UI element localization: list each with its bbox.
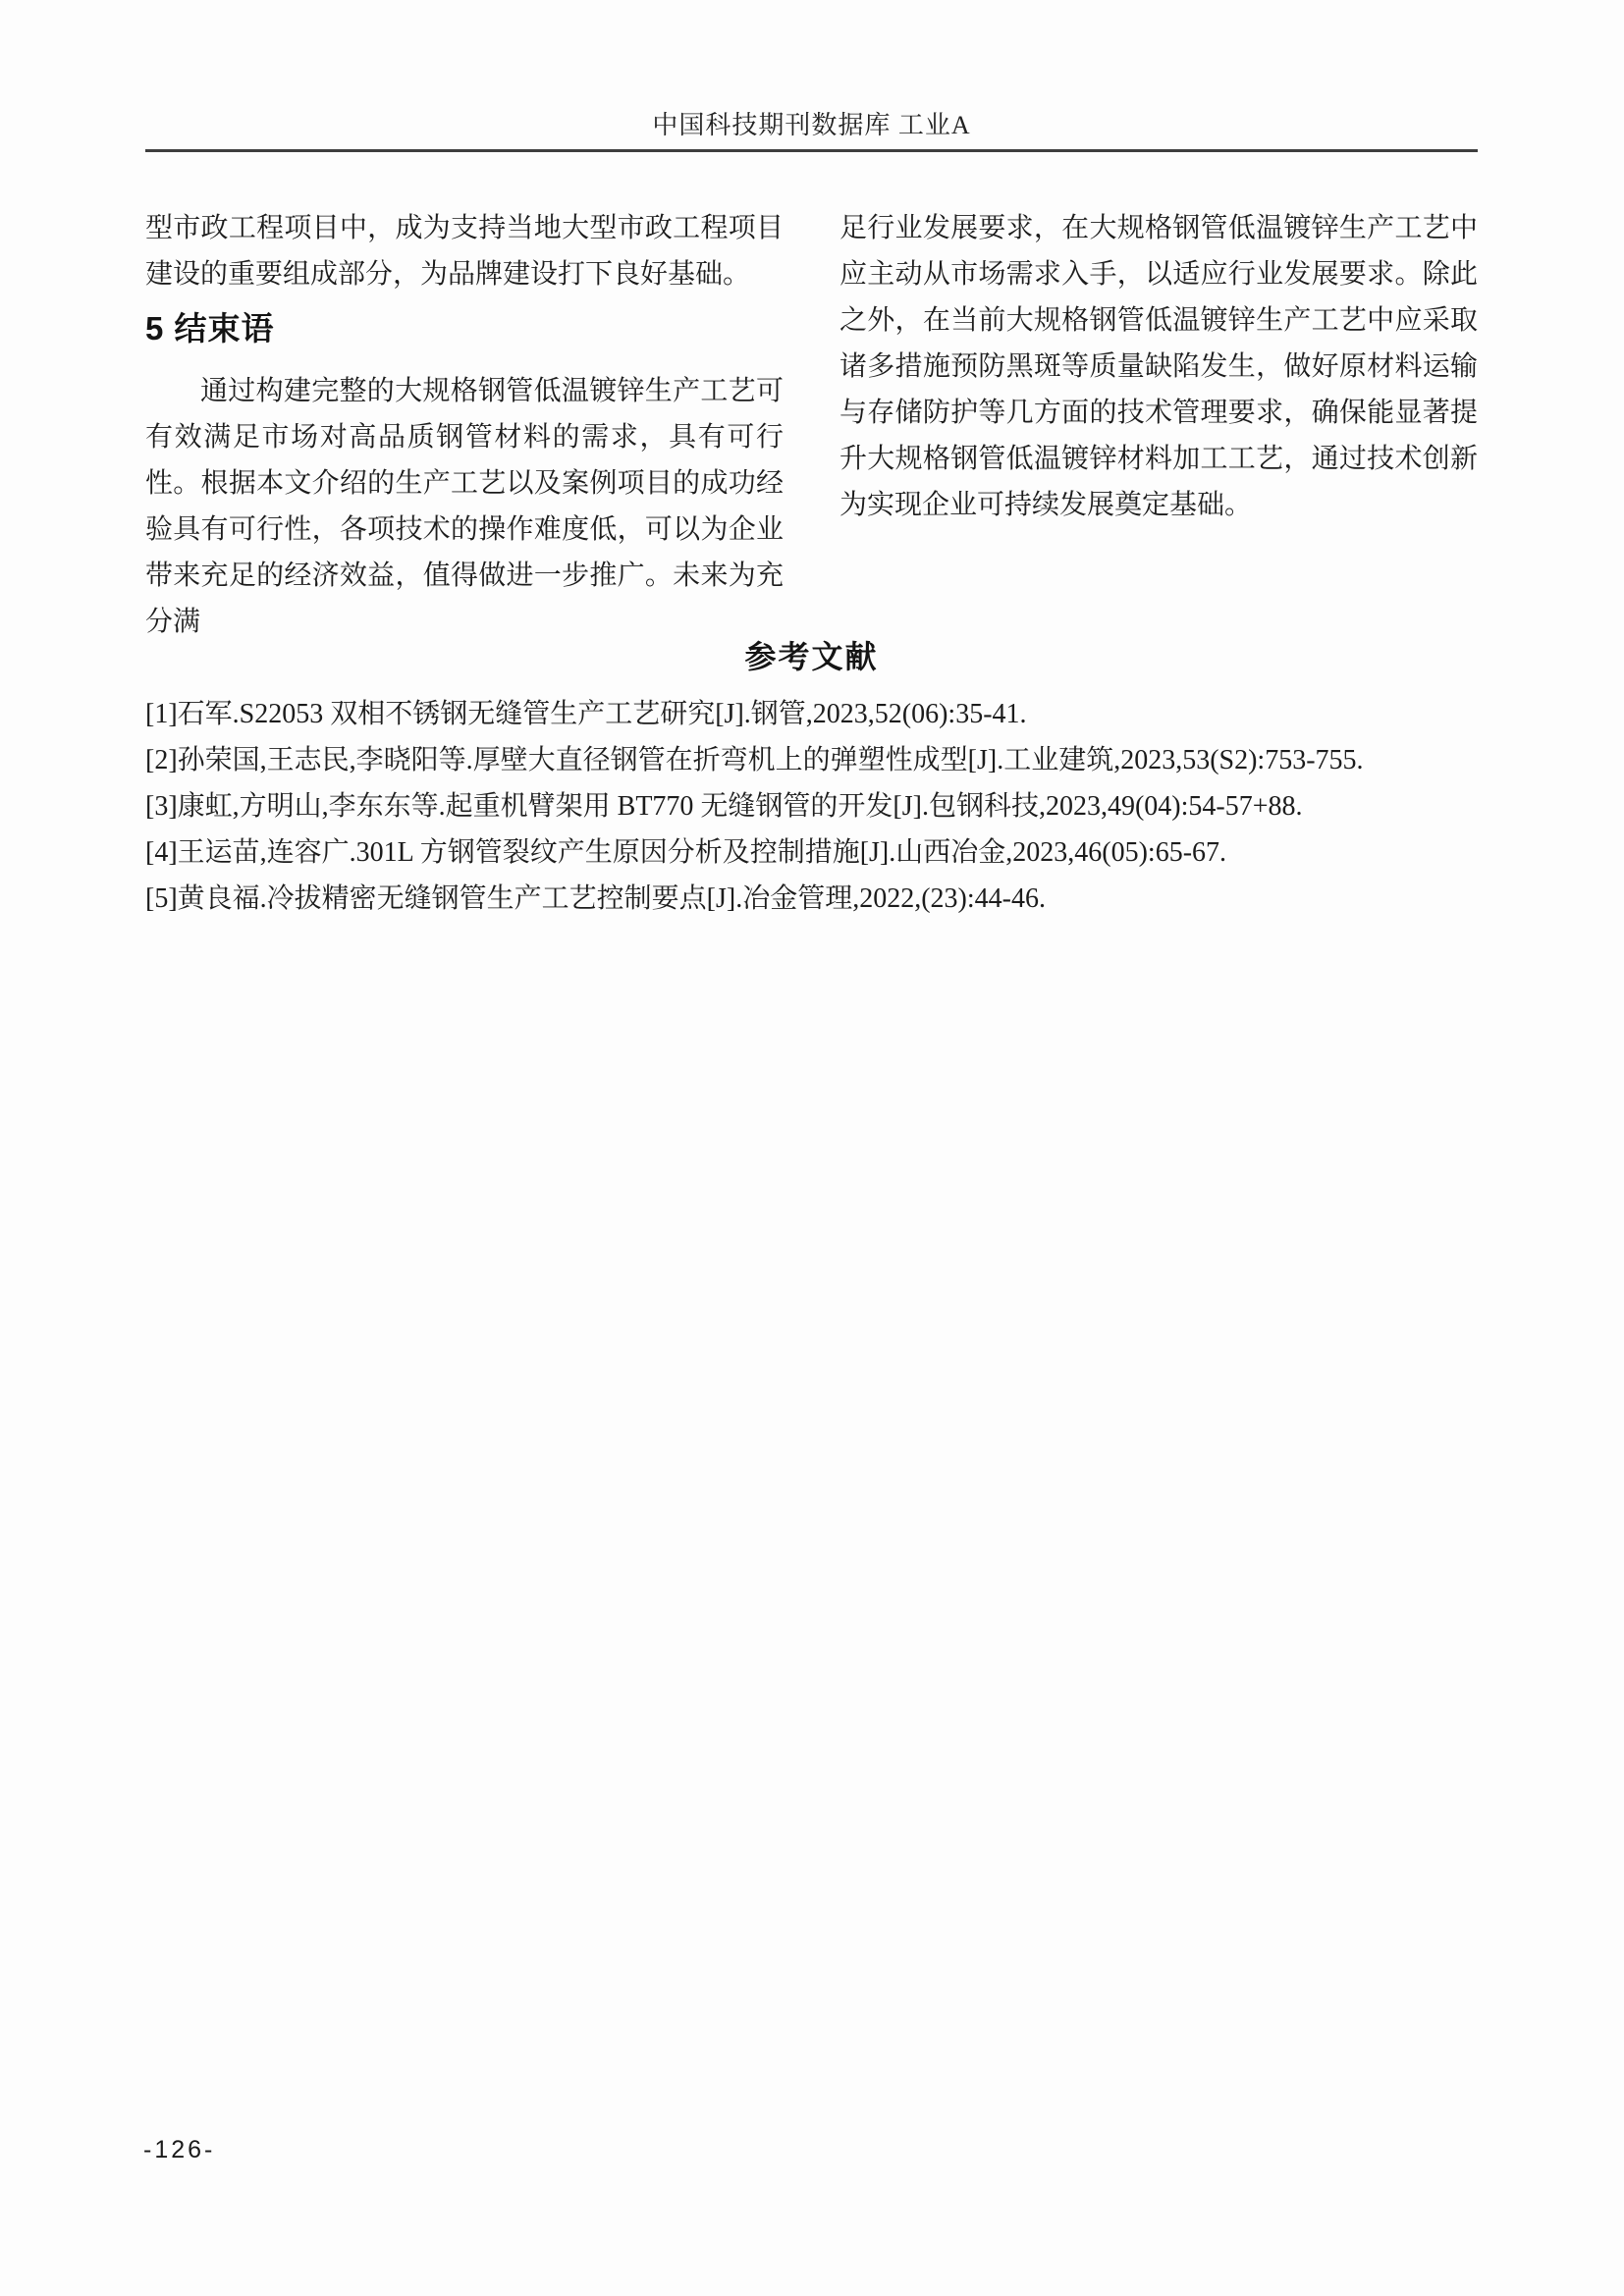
conclusion-paragraph-continued: 足行业发展要求，在大规格钢管低温镀锌生产工艺中应主动从市场需求入手，以适应行业发展要求。除此之外，在当前大规格钢管低温镀锌生产工艺中应采取诸多措施预防黑斑等质量缺陷发生，做好原材料运输与存储防护等几方面的技术管理要求，确保能显著提升大规格钢管低温镀锌材料加工工艺，通过技术创新为实现企业可持续发展奠定基础。: [839, 213, 1478, 520]
reference-item-3: [3]康虹,方明山,李东东等.起重机臂架用 BT770 无缝钢管的开发[J].包钢科技,2023,49(04):54-57+88.: [145, 791, 1303, 822]
references-list: [145, 691, 1478, 922]
references-section: [145, 638, 1478, 922]
reference-item-4: [4]王运苗,连容广.301L 方钢管裂纹产生原因分析及控制措施[J].山西冶金,2023,46(05):65-67.: [145, 837, 1227, 868]
section-heading-conclusion: 5 结束语: [145, 310, 275, 347]
conclusion-paragraph: 通过构建完整的大规格钢管低温镀锌生产工艺可有效满足市场对高品质钢管材料的需求，具有可行性。根据本文介绍的生产工艺以及案例项目的成功经验具有可行性，各项技术的操作难度低，可以为企业带来充足的经济效益，值得做进一步推广。未来为充分满: [145, 376, 784, 637]
header-divider-rule: [145, 149, 1478, 152]
reference-item-1: [1]石军.S22053 双相不锈钢无缝管生产工艺研究[J].钢管,2023,52(06):35-41.: [145, 699, 1027, 729]
references-heading: 参考文献: [744, 639, 879, 674]
reference-item-2: [2]孙荣国,王志民,李晓阳等.厚壁大直径钢管在折弯机上的弹塑性成型[J].工业建筑,2023,53(S2):753-755.: [145, 745, 1364, 775]
two-column-body: [145, 205, 1478, 645]
paragraph-continuation: 型市政工程项目中，成为支持当地大型市政工程项目建设的重要组成部分，为品牌建设打下良好基础。: [145, 213, 784, 290]
reference-item-5: [5]黄良福.冷拔精密无缝钢管生产工艺控制要点[J].冶金管理,2022,(23):44-46.: [145, 883, 1046, 914]
page-number: -126-: [143, 2136, 216, 2163]
left-column: [145, 205, 784, 645]
journal-header-title: 中国科技期刊数据库 工业A: [652, 111, 971, 139]
right-column: [839, 205, 1478, 645]
